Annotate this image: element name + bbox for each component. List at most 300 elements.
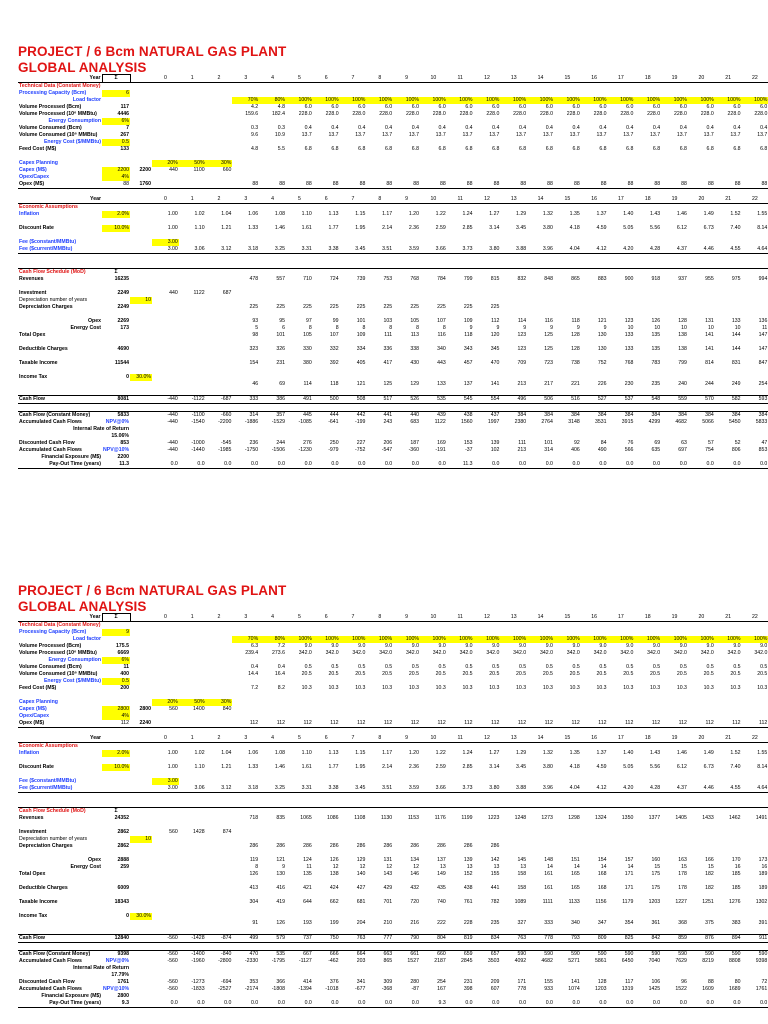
cell: 286 xyxy=(329,843,339,849)
cell xyxy=(366,290,393,297)
row-label: Energy Cost ($/MMBtu) xyxy=(43,139,101,145)
row-label: Taxable Income xyxy=(19,899,58,905)
year-cell: 10 xyxy=(430,735,437,741)
cell: 0.0 xyxy=(742,461,768,469)
row-label: Feed Cost (M$) xyxy=(19,685,57,691)
cell: 9.0 xyxy=(331,643,339,649)
capex-planning-cell[interactable]: 50% xyxy=(179,160,206,167)
cell: 0.5 xyxy=(599,664,607,670)
capex-input[interactable]: 2800 xyxy=(102,706,130,713)
cell: 342.0 xyxy=(405,650,419,656)
cell: 342.0 xyxy=(754,650,768,656)
cell: 806 xyxy=(731,447,741,453)
cell xyxy=(500,290,527,297)
cell: -1230 xyxy=(298,447,312,453)
cell: 121 xyxy=(356,381,366,387)
energy-consumption-input[interactable]: 6% xyxy=(102,657,130,664)
load-factor-cell xyxy=(179,97,206,104)
cell: 216 xyxy=(410,920,419,926)
cell: 228.0 xyxy=(727,111,741,117)
cell xyxy=(581,304,608,311)
energy-cost-input[interactable]: 0.5 xyxy=(102,139,130,146)
cell: 3.31 xyxy=(286,785,313,793)
cell xyxy=(393,290,420,297)
cell: 8808 xyxy=(728,958,741,964)
cell xyxy=(152,843,179,850)
cell: 141 xyxy=(571,979,580,985)
cell: 0.5 xyxy=(733,664,741,670)
cell xyxy=(715,304,742,311)
cell: 107 xyxy=(329,332,339,338)
capex-planning-cell[interactable]: 50% xyxy=(179,699,206,706)
year-cell: 7 xyxy=(351,74,355,81)
cell: 88 xyxy=(259,181,286,189)
cell: 1199 xyxy=(461,815,473,821)
energy-cost-input[interactable]: 0.5 xyxy=(102,678,130,685)
cell: 9.0 xyxy=(545,643,553,649)
cell: 333 xyxy=(232,396,259,404)
cell: 107 xyxy=(437,318,446,324)
cell xyxy=(206,146,233,153)
cell: 590 xyxy=(608,951,635,959)
total-cell: 9.3 xyxy=(102,1000,130,1008)
cell: -1122 xyxy=(179,396,206,404)
total-cell: 18343 xyxy=(114,899,129,905)
cell: 9.0 xyxy=(652,643,661,649)
cell: 111 xyxy=(518,440,527,446)
cell xyxy=(286,829,313,836)
row-label: Energy Consumption xyxy=(48,657,101,663)
cell: 137 xyxy=(437,857,446,863)
cell xyxy=(206,885,233,892)
year-cell: 21 xyxy=(725,735,732,741)
cell: 118 xyxy=(330,381,339,387)
cell: 342.0 xyxy=(513,650,527,656)
cell: 0.0 xyxy=(608,1000,635,1008)
capacity-input[interactable]: 9 xyxy=(102,629,130,636)
cell: 784 xyxy=(437,276,446,282)
cell xyxy=(634,290,661,297)
cell: 0.4 xyxy=(572,125,580,131)
irr-label: Internal Rate of Return xyxy=(73,426,129,432)
cell xyxy=(206,643,233,650)
cell: 228.0 xyxy=(620,111,634,117)
cell: 0.0 xyxy=(634,461,661,469)
total-cell: 117 xyxy=(120,104,129,110)
load-factor-cell: 100% xyxy=(474,636,501,643)
fee-constant-input[interactable]: 3.00 xyxy=(152,239,179,246)
cell: 7629 xyxy=(675,958,687,964)
cell: 105 xyxy=(303,332,312,338)
cell: 834 xyxy=(474,935,501,943)
tax-rate-input[interactable]: 30.0% xyxy=(130,913,152,920)
fee-constant-input[interactable]: 3.00 xyxy=(152,778,179,785)
cell: 0.5 xyxy=(384,664,393,670)
cell: 20.5 xyxy=(730,671,741,677)
cell: 342.0 xyxy=(539,650,553,656)
total-cell: 173 xyxy=(120,325,129,331)
cell: 1065 xyxy=(300,815,312,821)
cell: 280 xyxy=(410,979,419,985)
year-cell: 20 xyxy=(698,74,705,81)
cell: 657 xyxy=(474,951,501,959)
cell: 3531 xyxy=(595,419,607,425)
opex-capex-input[interactable]: 4% xyxy=(102,174,130,181)
cell: 1.02 xyxy=(194,211,205,217)
cell xyxy=(527,304,554,311)
cell: 0.0 xyxy=(608,461,635,469)
opex-capex-input[interactable]: 4% xyxy=(102,713,130,720)
cell: 128 xyxy=(571,346,580,352)
cell: 342.0 xyxy=(432,650,446,656)
load-factor-cell: 100% xyxy=(527,636,554,643)
cell: 154 xyxy=(249,360,259,366)
cell: 13 xyxy=(466,864,473,870)
cell: 123 xyxy=(517,332,527,338)
cell: 1074 xyxy=(568,986,580,992)
cell: 11.3 xyxy=(447,461,474,469)
cell: 490 xyxy=(597,447,607,453)
cell: 5.05 xyxy=(623,764,634,770)
cell: 384 xyxy=(581,412,608,420)
cell xyxy=(206,685,233,692)
cell: 9.0 xyxy=(492,643,500,649)
cell: 15 xyxy=(681,864,687,870)
cell: 739 xyxy=(356,276,366,282)
cell: 13 xyxy=(520,864,527,870)
cell xyxy=(179,276,206,283)
capex-planning-cell[interactable]: 30% xyxy=(206,699,233,706)
cell: 3.73 xyxy=(447,785,474,793)
cell: 0.0 xyxy=(420,461,447,469)
cell: 1.32 xyxy=(542,750,553,756)
capex-planning-cell[interactable]: 30% xyxy=(206,160,233,167)
cell: 508 xyxy=(340,396,367,404)
cell xyxy=(474,829,501,836)
cell: 209 xyxy=(490,979,500,985)
cell: 250 xyxy=(329,440,339,446)
cell: 427 xyxy=(356,885,366,891)
cell: 4.12 xyxy=(581,785,608,793)
financial-table xyxy=(18,74,768,469)
cell: 6.8 xyxy=(760,146,768,152)
cell: 0.3 xyxy=(250,125,259,131)
cell: -462 xyxy=(328,958,339,964)
capex-cell: 1400 xyxy=(193,706,205,712)
cell xyxy=(206,125,233,132)
cell: 14 xyxy=(573,864,580,870)
cell: 9 xyxy=(550,325,553,331)
inflation-input[interactable]: 2.0% xyxy=(102,750,130,757)
cell: 1.35 xyxy=(569,750,580,756)
cell: 123 xyxy=(624,318,634,324)
cell: 560 xyxy=(169,829,178,835)
cell: 9.0 xyxy=(733,643,741,649)
cell: 239.4 xyxy=(245,650,259,656)
year-cell: 2 xyxy=(217,196,221,202)
depr-years-input[interactable]: 10 xyxy=(130,297,152,304)
cell: 380 xyxy=(303,360,312,366)
row-label: Capex (M$) xyxy=(19,167,47,173)
cell: 6.0 xyxy=(599,104,607,110)
cell: -360 xyxy=(408,447,419,453)
cell: 3.06 xyxy=(179,785,206,793)
cell: 10.3 xyxy=(516,685,527,691)
cell: 500 xyxy=(313,396,340,404)
cell: 3.96 xyxy=(527,785,554,793)
cell: 225 xyxy=(383,304,393,310)
cell: 6.0 xyxy=(572,104,580,110)
cell: 6.8 xyxy=(465,146,473,152)
load-factor-cell: 100% xyxy=(742,636,768,643)
load-factor-cell: 100% xyxy=(447,97,474,104)
total-cell: 24352 xyxy=(114,815,129,821)
energy-consumption-input[interactable]: 6% xyxy=(102,118,130,125)
cell: 336 xyxy=(383,346,393,352)
cell: 0.0 xyxy=(715,461,742,469)
cell: 235 xyxy=(490,920,500,926)
tax-rate-input[interactable]: 30.0% xyxy=(130,374,152,381)
year-cell: 3 xyxy=(244,74,248,81)
cell: 4.8 xyxy=(250,146,259,152)
cell xyxy=(206,920,233,927)
cell: 750 xyxy=(313,935,340,943)
cell: 92 xyxy=(573,440,580,446)
cell: 135 xyxy=(651,346,661,352)
cell: 2380 xyxy=(514,419,527,425)
cell: 3.88 xyxy=(500,785,527,793)
cell: 88 xyxy=(608,181,635,189)
cell: 88 xyxy=(554,181,581,189)
cell: 225 xyxy=(303,304,312,310)
cell: 1248 xyxy=(514,815,527,821)
cell: 1176 xyxy=(434,815,446,821)
cell: 1.32 xyxy=(542,211,553,217)
year-cell: 17 xyxy=(618,196,624,202)
cell: 13 xyxy=(439,864,446,870)
cell: 710 xyxy=(303,276,312,282)
load-factor-cell: 100% xyxy=(340,97,367,104)
discount-rate-input[interactable]: 10.0% xyxy=(102,225,130,232)
cell: 155 xyxy=(490,871,500,877)
cell: 112 xyxy=(286,720,313,728)
cell: 93 xyxy=(252,318,259,324)
cell: 778 xyxy=(527,935,554,943)
cell: 0.0 xyxy=(313,461,340,469)
cell: 6.0 xyxy=(760,104,768,110)
year-cell: 22 xyxy=(752,74,758,81)
cell: 225 xyxy=(410,304,419,310)
cell: 0.4 xyxy=(304,125,312,131)
cell: 10.3 xyxy=(382,685,393,691)
cell xyxy=(206,325,233,332)
cell: 20.5 xyxy=(516,671,527,677)
load-factor-cell: 100% xyxy=(581,636,608,643)
cell: 103 xyxy=(383,318,393,324)
inflation-input[interactable]: 2.0% xyxy=(102,211,130,218)
cell: 135 xyxy=(303,871,312,877)
cell xyxy=(152,304,179,311)
cell: 441 xyxy=(366,412,393,420)
row-label: Capex Planning xyxy=(19,699,58,705)
year-cell: 21 xyxy=(725,74,732,81)
year-cell: 8 xyxy=(378,196,382,202)
cell: 414 xyxy=(303,979,312,985)
cell: 10.9 xyxy=(274,132,285,138)
cell: 3.80 xyxy=(542,225,553,231)
cell: 416 xyxy=(276,885,285,891)
load-factor-cell: 100% xyxy=(742,97,768,104)
depr-years-input[interactable]: 10 xyxy=(130,836,152,843)
capacity-input[interactable]: 6 xyxy=(102,90,130,97)
row-label: Cash Flow (Constant Money) xyxy=(18,951,102,959)
cell: 4092 xyxy=(514,958,527,964)
capex-planning-cell[interactable]: 20% xyxy=(152,699,179,706)
cell: -87 xyxy=(411,986,419,992)
cell: 804 xyxy=(420,935,447,943)
cell: 88 xyxy=(581,181,608,189)
cell: 1.17 xyxy=(382,211,393,217)
cell: 8.14 xyxy=(757,225,768,231)
cell: 0.4 xyxy=(250,664,259,670)
cell: 782 xyxy=(490,899,500,905)
cell: 4.04 xyxy=(554,785,581,793)
cell: 143 xyxy=(383,871,393,877)
total-cell: 1761 xyxy=(117,979,129,985)
cell: 137 xyxy=(463,381,473,387)
total-cell: 8081 xyxy=(102,396,130,404)
cell: 2845 xyxy=(461,958,473,964)
cell: 683 xyxy=(410,419,419,425)
cell: 112 xyxy=(688,720,715,728)
cell: 4.55 xyxy=(715,785,742,793)
cell xyxy=(634,304,661,311)
cell: 430 xyxy=(410,360,419,366)
load-factor-cell: 100% xyxy=(554,97,581,104)
year-cell: 19 xyxy=(671,613,678,620)
cell: 1.24 xyxy=(462,211,473,217)
cell: 3.45 xyxy=(340,785,367,793)
total-cell: 11 xyxy=(123,664,129,670)
cell: 1130 xyxy=(381,815,393,821)
year-cell: 17 xyxy=(618,735,624,741)
total-cell: 6009 xyxy=(117,885,129,891)
cell: 1.24 xyxy=(462,750,473,756)
cell: 20.5 xyxy=(703,671,714,677)
cell xyxy=(206,381,233,388)
year-cell: 9 xyxy=(405,74,409,81)
cell: 697 xyxy=(678,447,687,453)
year-cell: 21 xyxy=(725,196,732,202)
capex-planning-cell[interactable]: 20% xyxy=(152,160,179,167)
cell: 199 xyxy=(329,920,339,926)
cell xyxy=(152,111,179,118)
cell: 13.7 xyxy=(757,132,768,138)
load-factor-cell: 100% xyxy=(474,97,501,104)
cell: 151 xyxy=(571,857,580,863)
cell: 831 xyxy=(731,360,741,366)
cell xyxy=(152,685,179,692)
cell: 8 xyxy=(335,325,339,331)
cell xyxy=(206,332,233,339)
cell: 227 xyxy=(356,440,366,446)
cell xyxy=(179,381,206,388)
cell: 1761 xyxy=(755,986,768,992)
cell: 579 xyxy=(259,935,286,943)
cell: 5.56 xyxy=(650,225,661,231)
total-cell: NPV@10% xyxy=(103,986,130,992)
cell: 1.04 xyxy=(221,211,232,217)
cell xyxy=(179,146,206,153)
cell: 1153 xyxy=(407,815,419,821)
cell: 57 xyxy=(707,440,714,446)
cell: 3.80 xyxy=(474,246,501,254)
load-factor-cell: 100% xyxy=(715,97,742,104)
cell: 6.73 xyxy=(703,764,714,770)
cell: 0.4 xyxy=(331,125,339,131)
cell: 3.51 xyxy=(366,246,393,254)
cell: 133 xyxy=(731,318,741,324)
cell: 832 xyxy=(517,276,527,282)
capex-input[interactable]: 2200 xyxy=(102,167,130,174)
cell: 20.5 xyxy=(489,671,500,677)
year-cell: 20 xyxy=(698,735,705,741)
cell: 6.8 xyxy=(492,146,500,152)
cell: 10 xyxy=(654,325,661,331)
cell: -1394 xyxy=(298,986,312,992)
cell: 6.0 xyxy=(626,104,634,110)
cell: 145 xyxy=(517,857,527,863)
cell: -1428 xyxy=(179,935,206,943)
cell: 0.5 xyxy=(545,664,553,670)
cell: 1425 xyxy=(648,986,661,992)
cell: 0.0 xyxy=(206,1000,233,1008)
cell: 168 xyxy=(597,871,607,877)
cell: 95 xyxy=(279,318,285,324)
year-cell: 21 xyxy=(725,613,732,620)
cell: 6.0 xyxy=(358,104,366,110)
row-label: Opex/Capex xyxy=(19,174,49,180)
cell: 113 xyxy=(410,332,419,338)
cell xyxy=(206,671,233,678)
sigma-header: Σ xyxy=(102,614,130,622)
cell xyxy=(608,290,635,297)
year-cell: 7 xyxy=(351,735,355,741)
cell: 133 xyxy=(624,332,634,338)
cell: 0.0 xyxy=(206,461,233,469)
cell: 1433 xyxy=(702,815,714,821)
discount-rate-input[interactable]: 10.0% xyxy=(102,764,130,771)
cell: 109 xyxy=(463,318,473,324)
cell: 129 xyxy=(410,381,419,387)
capex-cell: 840 xyxy=(222,706,232,712)
cell: 134 xyxy=(410,857,419,863)
total-cell: 15.06% xyxy=(111,433,129,439)
load-factor-cell xyxy=(152,97,179,104)
cell: 314 xyxy=(232,412,259,420)
cell xyxy=(206,181,233,189)
cell: 7.2 xyxy=(277,643,285,649)
cell: 231 xyxy=(276,360,285,366)
cell: 419 xyxy=(276,899,285,905)
cell: 6.0 xyxy=(465,104,473,110)
row-label: Total Opex xyxy=(19,871,46,877)
cell: 3.73 xyxy=(447,246,474,254)
cell: 244 xyxy=(705,381,714,387)
cell: 16.4 xyxy=(274,671,285,677)
year-cell: 6 xyxy=(324,735,328,741)
cell: 2.85 xyxy=(462,225,473,231)
